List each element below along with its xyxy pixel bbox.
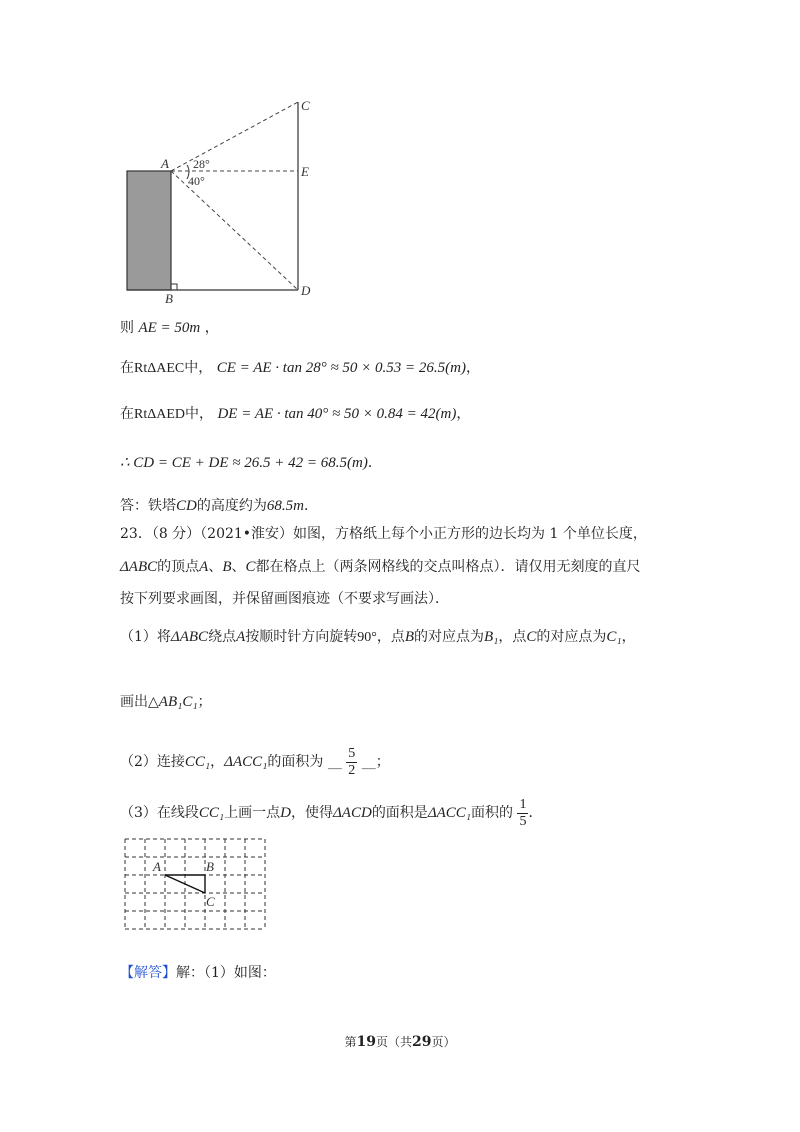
label-c: C: [301, 98, 310, 113]
label-d: D: [301, 283, 311, 298]
line-ad: [171, 171, 298, 290]
page-number: 19: [356, 1034, 376, 1050]
label-angle-28: 28°: [193, 157, 210, 171]
answer-blank-right: __；: [361, 754, 390, 770]
solution-line-1: [120, 318, 219, 338]
math-triangle-acd: ΔACD: [333, 805, 372, 821]
math-triangle-ab1c1: AB₁C₁: [158, 694, 198, 710]
text-segment: 上画一点: [224, 805, 281, 821]
math-point-d: D: [280, 805, 291, 821]
text-segment: 绕点: [208, 629, 237, 645]
grid-figure: [120, 834, 270, 934]
question-1-line-2: [120, 692, 212, 712]
question-2: [120, 734, 390, 790]
math-point-b1: B₁: [484, 629, 499, 645]
grid-label-a: A: [153, 859, 161, 874]
math-point-b: B: [404, 629, 415, 645]
building-rect: [127, 171, 171, 290]
fraction-numerator: 5: [348, 745, 356, 761]
solution-line-3: [120, 404, 470, 425]
math-point-c: C: [526, 629, 537, 645]
text-segment: ，点: [498, 629, 527, 645]
math-point-c1: C₁: [606, 629, 622, 645]
text-segment: ．: [528, 805, 543, 821]
answer-blank-left: __: [327, 754, 342, 770]
text-segment: 在: [120, 406, 134, 422]
question-3: [120, 788, 542, 838]
problem-23-line-3: 按下列要求画图，并保留画图痕迹（不要求写画法）．: [120, 591, 449, 607]
answer-tag: 【解答】: [120, 965, 176, 981]
text-segment: 中，: [184, 360, 213, 376]
tower-figure: [115, 95, 330, 305]
math-segment-cc1: CC₁: [184, 754, 211, 770]
text-segment: （2）连接: [120, 754, 185, 770]
solution-line-2: [120, 358, 480, 379]
math-triangle-abc: ΔABC: [120, 559, 158, 575]
math-ae: AE = 50m: [138, 320, 201, 336]
text-segment: ．: [303, 498, 318, 514]
text-segment: 、: [208, 559, 223, 575]
text-segment: 则: [120, 320, 134, 336]
ratio-fraction: [517, 797, 528, 830]
text-segment: 答：铁塔: [120, 498, 176, 514]
text-segment: 的对应点为: [536, 629, 607, 645]
math-segment-cc1: CC₁: [198, 805, 225, 821]
line-ac: [171, 102, 298, 171]
triangle-aed: RtΔAED: [134, 407, 186, 422]
text-segment: 按顺时针方向旋转: [245, 629, 358, 645]
math-cd-label: CD: [176, 498, 197, 514]
label-a: A: [161, 156, 169, 171]
text-segment: ，: [466, 360, 480, 376]
text-segment: 的对应点为: [414, 629, 485, 645]
total-pages: 29: [412, 1034, 432, 1050]
text-segment: 都在格点上（两条网格线的交点叫格点）．请仅用无刻度的直尺: [255, 559, 641, 575]
grid-label-b: B: [206, 859, 214, 874]
text-segment: （3）在线段: [120, 805, 199, 821]
text-segment: ，: [204, 320, 219, 336]
text-segment: ，点: [376, 629, 405, 645]
solution-line-4: [120, 453, 382, 473]
text-segment: （1）将: [120, 629, 171, 645]
problem-23-header: 23．（8 分）（2021•淮安）如图，方格纸上每个小正方形的边长均为 1 个单位长度，: [120, 526, 647, 542]
text-segment: 面积的: [471, 805, 514, 821]
math-triangle-acc1: ΔACC₁: [427, 805, 472, 821]
text-segment: 画出△: [120, 694, 159, 710]
text-segment: 的面积为: [267, 754, 324, 770]
text-segment: 的顶点: [157, 559, 200, 575]
answer-text: 解：（1）如图：: [176, 965, 276, 981]
text-segment: 在: [120, 360, 134, 376]
footer-text: 页）: [431, 1035, 456, 1049]
math-triangle-abc: ΔABC: [170, 629, 209, 645]
fraction-denominator: 2: [348, 762, 356, 778]
math-point-c: C: [245, 559, 256, 575]
fraction-denominator: 5: [519, 813, 527, 829]
math-point-a: A: [236, 629, 246, 645]
grid-label-c: C: [206, 894, 215, 909]
question-1: [120, 627, 636, 648]
math-height-value: 68.5m: [266, 498, 304, 514]
text-segment: 的面积是: [371, 805, 428, 821]
math-ce: CE = AE · tan 28° ≈ 50 × 0.53 = 26.5(m): [216, 360, 466, 376]
label-angle-40: 40°: [188, 174, 205, 188]
page-footer: [0, 1033, 800, 1050]
math-degree: 90°: [357, 630, 377, 645]
text-segment: ．: [367, 455, 382, 471]
right-angle-mark: [171, 284, 177, 290]
math-cd: ∴ CD = CE + DE ≈ 26.5 + 42 = 68.5(m): [120, 455, 368, 471]
text-segment: 、: [231, 559, 246, 575]
text-segment: 中，: [185, 406, 214, 422]
text-segment: ，: [210, 754, 225, 770]
grid-lines: [125, 839, 265, 929]
footer-text: 页（共: [375, 1035, 412, 1049]
text-segment: ，使得: [291, 805, 333, 821]
math-de: DE = AE · tan 40° ≈ 50 × 0.84 = 42(m): [217, 406, 457, 422]
answer-fraction: [346, 746, 357, 779]
text-segment: 的高度约为: [196, 498, 267, 514]
text-segment: ；: [197, 694, 212, 710]
text-segment: ，: [456, 406, 471, 422]
footer-text: 第: [344, 1035, 357, 1049]
math-triangle-acc1: ΔACC₁: [224, 754, 268, 770]
label-e: E: [301, 164, 309, 179]
text-segment: ，: [621, 629, 636, 645]
problem-23-line-2: [120, 557, 641, 577]
math-point-b: B: [222, 559, 232, 575]
solution-answer-line: [120, 496, 318, 516]
math-point-a: A: [199, 559, 209, 575]
label-b: B: [165, 291, 173, 305]
answer-line: [120, 963, 276, 983]
triangle-aec: RtΔAEC: [134, 361, 185, 376]
fraction-numerator: 1: [519, 796, 527, 812]
